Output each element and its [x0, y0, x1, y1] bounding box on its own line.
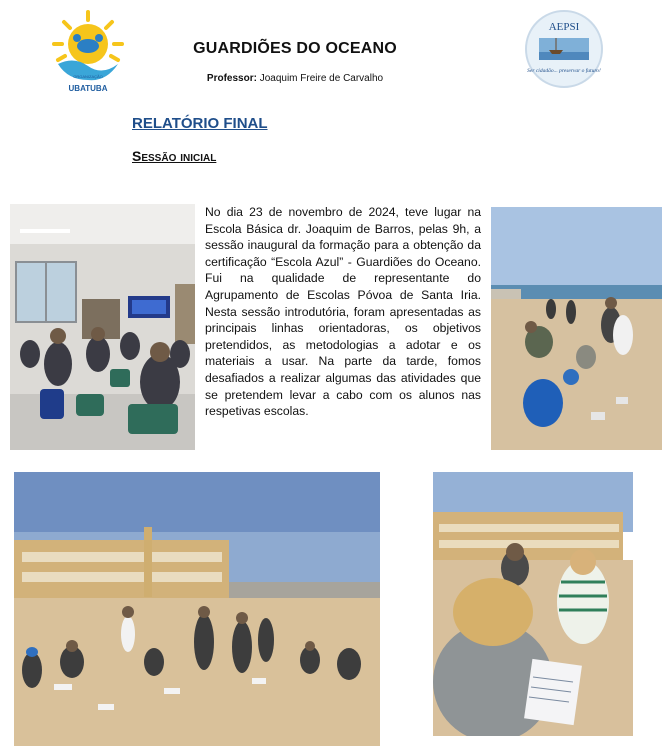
session-title: Sessão inicial — [132, 148, 217, 164]
page-title: GUARDIÕES DO OCEANO — [193, 40, 397, 57]
teacher-line — [150, 73, 440, 84]
body-paragraph: No dia 23 de novembro de 2024, teve lugar na Escola Básica dr. Joaquim de Barros, pelas 9h, a sessão inaugural da formação para a obtenção da certificação “Escola Azul” - Guardiões do Oceano. Fui na qualidade de representante do Agrupamento de Escolas Póvoa de Santa Iria. Nesta sessão introdutória, foram apresentadas as principais linhas orientadoras, os objetivos pretendidos, as metodologias a adotar e os materiais a usar. Na parte da tarde, fomos desafiados a realizar algumas das atividades que se pretendem levar a cabo com os alunos nas respetivas escolas. — [205, 205, 481, 419]
beach-activity-photo — [491, 207, 662, 450]
aepsi-motto: Ser cidadão... preservar o futuro! — [527, 68, 601, 74]
ubatuba-logo — [44, 8, 132, 96]
classroom-photo — [10, 204, 195, 450]
svg-text:ORGANIZAÇÃO: ORGANIZAÇÃO — [73, 74, 103, 79]
teachers-closeup-photo — [433, 472, 633, 736]
teacher-label: Professor: — [206, 73, 257, 84]
logo-caption: UBATUBA — [68, 84, 108, 93]
group-beach-photo — [14, 472, 380, 746]
report-title: RELATÓRIO FINAL — [132, 115, 268, 132]
sun-icon — [54, 12, 122, 64]
teacher-name: Joaquim Freire de Carvalho — [259, 73, 384, 84]
aepsi-logo — [523, 8, 605, 90]
aepsi-name: AEPSI — [548, 21, 580, 33]
